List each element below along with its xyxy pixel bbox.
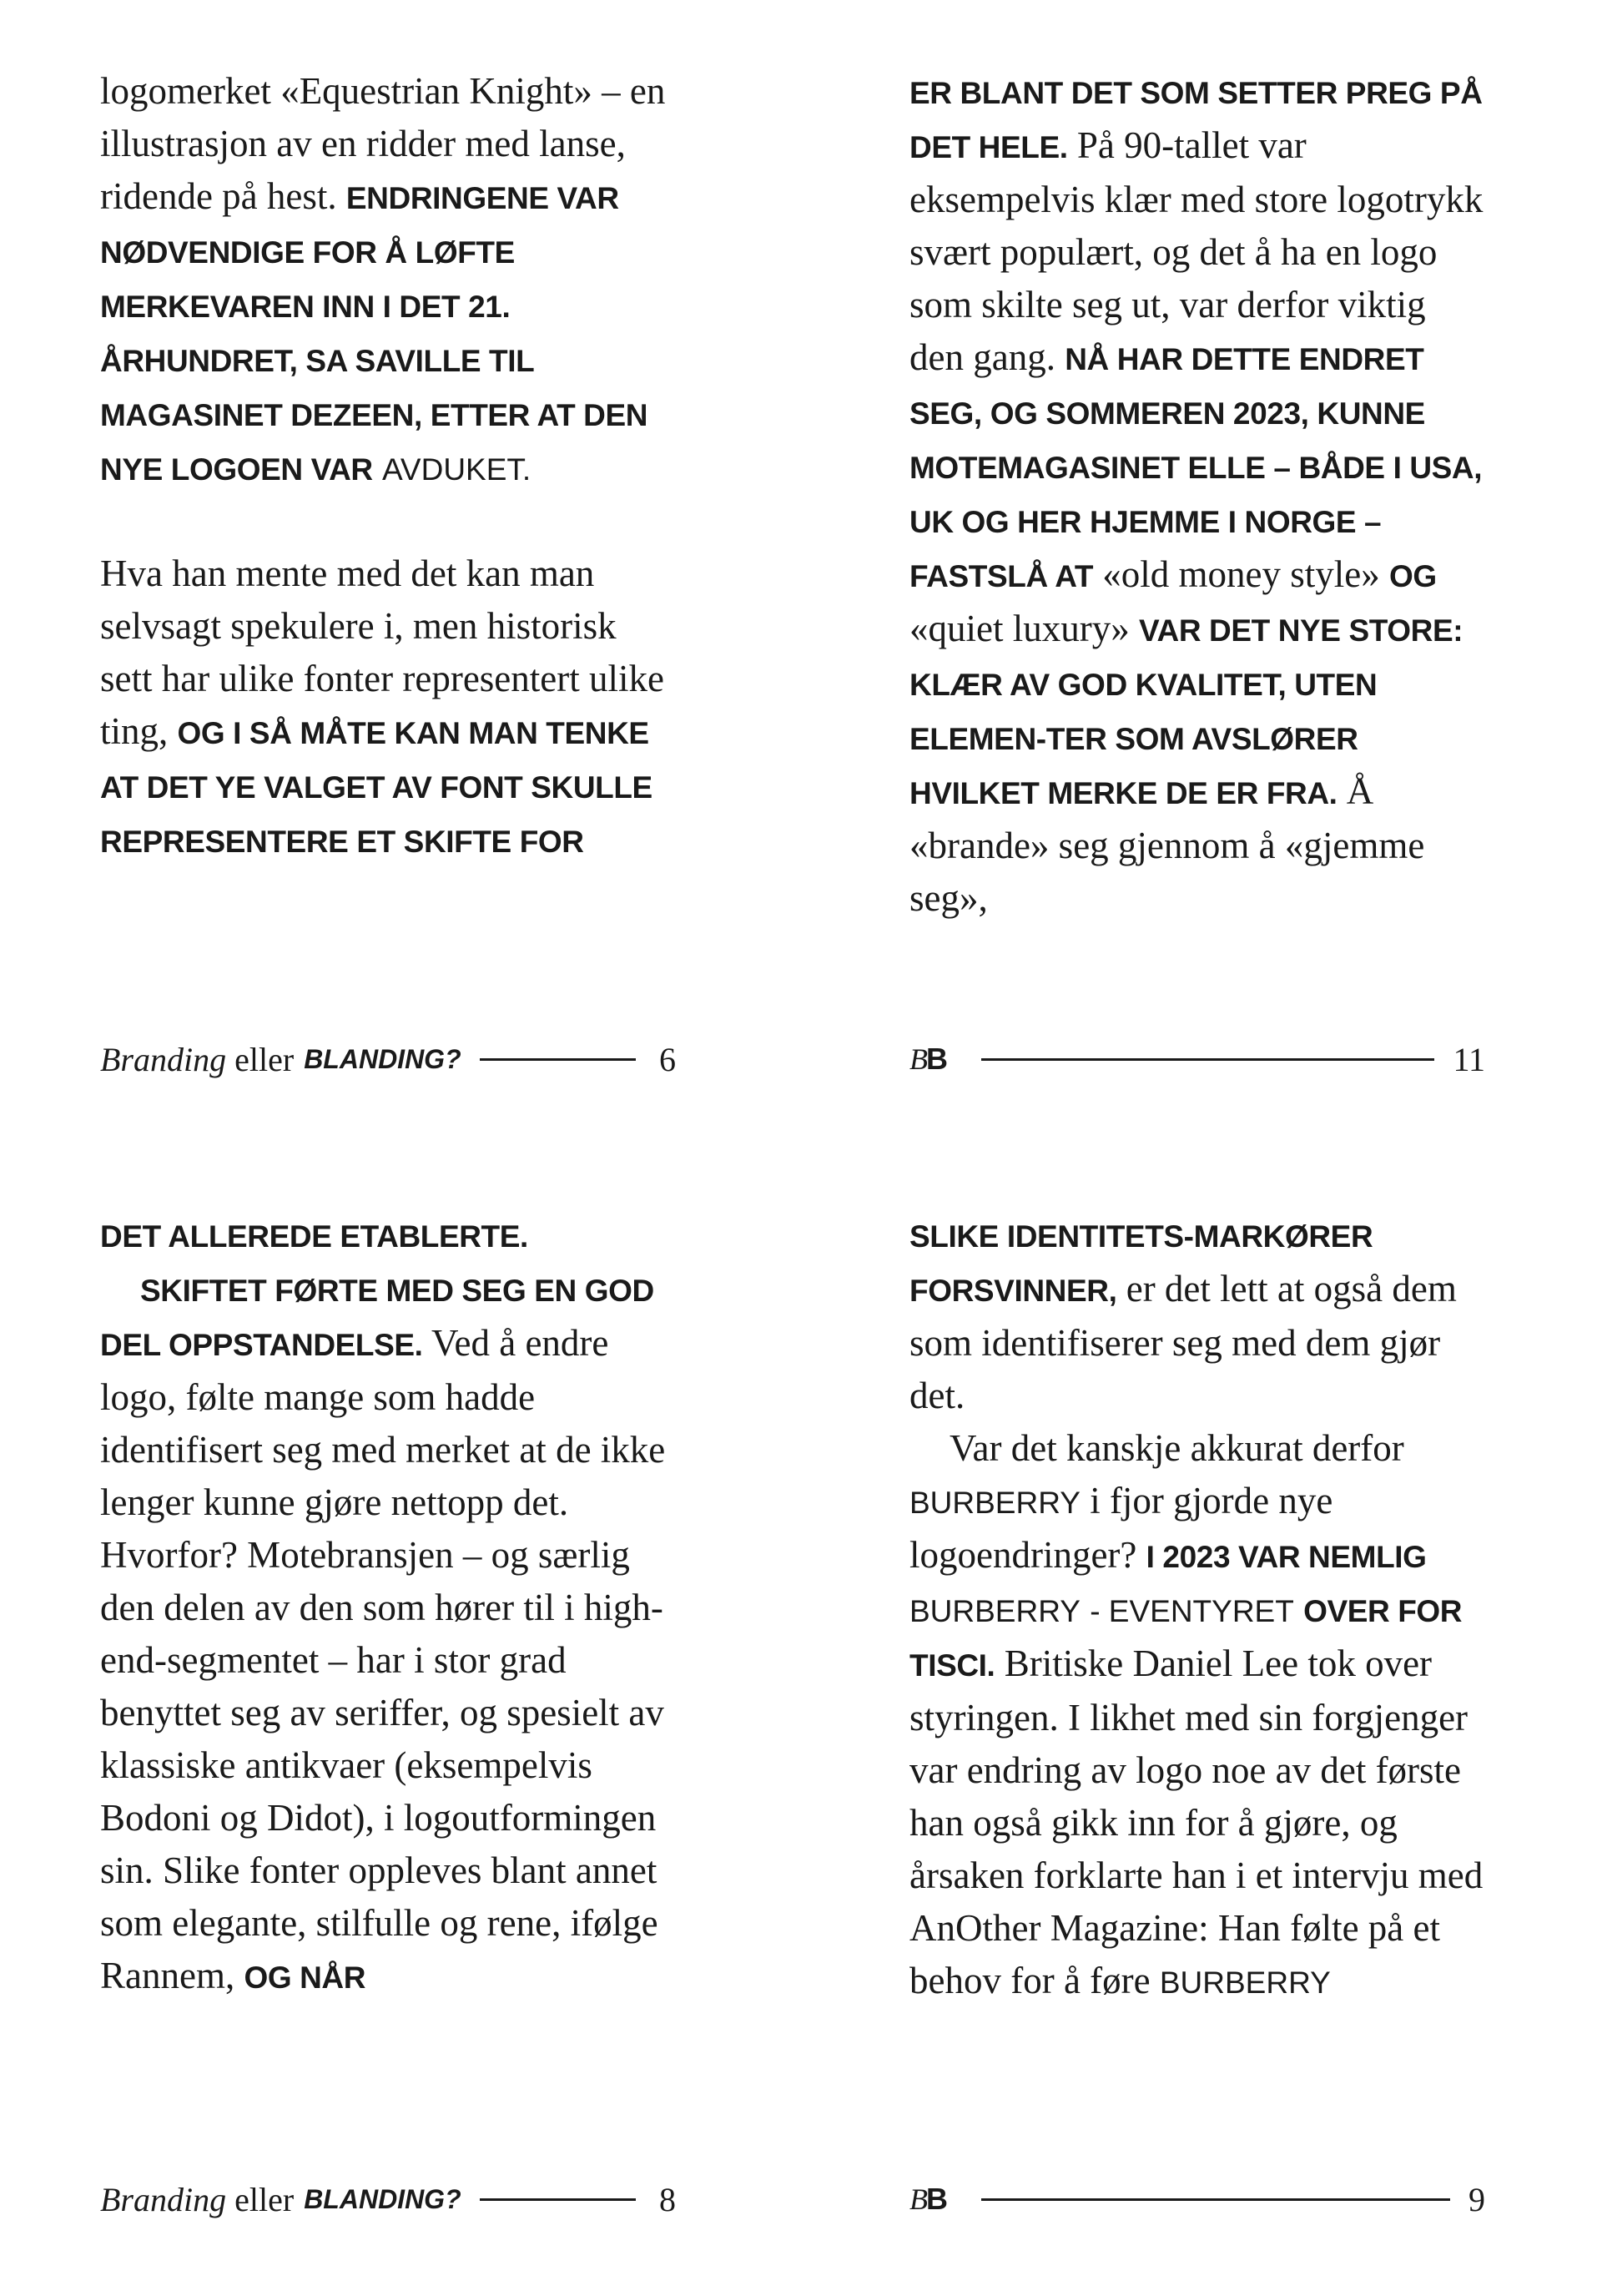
footer-title-italic: Branding xyxy=(100,1040,227,1078)
body-paragraph-1 xyxy=(909,1209,1485,1422)
page-top-right xyxy=(909,65,1485,925)
page-bottom-left xyxy=(100,1209,676,2004)
brand-name: BURBERRY xyxy=(909,1594,1081,1628)
page-bottom-right xyxy=(909,1209,1485,2009)
caps-highlight: OG xyxy=(1389,559,1437,593)
footer-title-italic: Branding xyxy=(100,2180,227,2218)
caps-highlight: VAR DET NYE STORE: KLÆR AV GOD KVALITET, UTEN ELEMEN-TER SOM AVSLØRER HVILKET MERKE DE ER FRA. xyxy=(909,613,1463,810)
body-sentence: «old money style» xyxy=(1102,553,1380,595)
body-sentence: i fjor gjorde nye logoendringer? xyxy=(909,1480,1333,1576)
caps-highlight: SKIFTET FØRTE MED SEG EN GOD DEL OPPSTANDELSE. xyxy=(100,1274,654,1362)
logo-letter-italic: B xyxy=(909,1042,928,1076)
paragraph-gap xyxy=(100,496,676,548)
body-sentence: Ved å endre logo, følte mange som hadde identifisert seg med merket at de ikke lenger kunne gjøre nettopp det. Hvorfor? Motebransjen – og særlig den delen av den som hører til i high-end-segmentet – har i stor grad benyttet seg av seriffer, og spesielt av klassiske antikvaer (eksempelvis Bodoni og Didot), i logoutformingen sin. Slike fonter oppleves blant annet som elegante, stilfulle og rene, ifølge Rannem, xyxy=(100,1322,666,1996)
page-top-left xyxy=(100,65,676,868)
caps-light-text: AVDUKET. xyxy=(382,452,531,487)
page-footer xyxy=(909,2178,1485,2220)
footer-title-plain: eller xyxy=(234,2180,295,2218)
page-footer xyxy=(909,1038,1485,1080)
body-paragraph-1 xyxy=(909,65,1485,925)
body-sentence: logomerket «Equestrian Knight» – en illustrasjon av en ridder med lanse, ridende på hest. xyxy=(100,70,666,217)
caps-highlight: SLIKE IDENTITETS-MARKØRER FORSVINNER, xyxy=(909,1219,1373,1308)
caps-highlight: OG NÅR xyxy=(244,1960,366,1995)
body-sentence: «quiet luxury» xyxy=(909,608,1130,649)
body-paragraph-2 xyxy=(100,1263,676,2004)
logo-letter-bold: B xyxy=(926,1042,948,1076)
body-paragraph-2 xyxy=(100,548,676,868)
logo-letter-bold: B xyxy=(926,2182,948,2216)
page-footer xyxy=(100,2178,676,2220)
body-sentence: Var det kanskje akkurat derfor xyxy=(950,1427,1404,1469)
caps-highlight: ENDRINGENE VAR NØDVENDIGE FOR Å LØFTE MERKEVAREN INN I DET 21. ÅRHUNDRET, SA SAVILLE TIL MAGASINET DEZEEN, ETTER AT DEN NYE LOGOEN VAR xyxy=(100,181,648,487)
page-number: 8 xyxy=(659,2180,676,2218)
footer-rule xyxy=(981,2198,1450,2201)
footer-rule xyxy=(480,2198,636,2201)
caps-highlight: ER BLANT DET SOM SETTER PREG PÅ DET HELE. xyxy=(909,76,1483,164)
brand-name: BURBERRY xyxy=(1159,1965,1331,2000)
body-sentence: Hva han mente med det kan man selvsagt spekulere i, men historisk sett har ulike fonter representert ulike ting, xyxy=(100,553,664,752)
page-number: 9 xyxy=(1468,2180,1485,2218)
caps-highlight: I 2023 VAR NEMLIG xyxy=(1146,1540,1427,1574)
body-paragraph-1 xyxy=(100,1209,676,1263)
footer-rule xyxy=(480,1058,636,1061)
page-number: 6 xyxy=(659,1040,676,1078)
body-paragraph-2 xyxy=(909,1422,1485,2009)
logo-letter-italic: B xyxy=(909,2182,928,2216)
brand-name: BURBERRY xyxy=(909,1486,1081,1520)
body-paragraph-1 xyxy=(100,65,676,496)
footer-title-plain: eller xyxy=(234,1040,295,1078)
body-sentence: Britiske Daniel Lee tok over styringen. I likhet med sin forgjenger var endring av logo noe av det første han også gikk inn for å gjøre, og årsaken forklarte han i et intervju med AnOther Magazine: Han følte på et behov for å føre xyxy=(909,1643,1484,2001)
caps-highlight: NÅ HAR DETTE ENDRET SEG, OG SOMMEREN 2023, KUNNE MOTEMAGASINET ELLE – BÅDE I USA, UK OG HER HJEMME I NORGE – FASTSLÅ AT xyxy=(909,342,1483,593)
caps-light-text: - EVENTYRET xyxy=(1090,1594,1294,1628)
footer-title-bold: BLANDING? xyxy=(304,2183,461,2214)
footer-title-bold: BLANDING? xyxy=(304,1043,461,1074)
caps-highlight: DET ALLEREDE ETABLERTE. xyxy=(100,1219,528,1254)
bb-logo xyxy=(909,2184,948,2214)
page-number: 11 xyxy=(1453,1040,1485,1078)
bb-logo xyxy=(909,1044,948,1074)
body-sentence: På 90-tallet var eksempelvis klær med store logotrykk svært populært, og det å ha en logo som skilte seg ut, var derfor viktig den gang. xyxy=(909,124,1484,378)
body-sentence: er det lett at også dem som identifiserer seg med dem gjør det. xyxy=(909,1268,1457,1416)
caps-highlight: OG I SÅ MÅTE KAN MAN TENKE AT DET YE VALGET AV FONT SKULLE REPRESENTERE ET SKIFTE FOR xyxy=(100,716,652,859)
caps-highlight: OVER FOR TISCI. xyxy=(909,1594,1463,1683)
page-footer xyxy=(100,1038,676,1080)
footer-rule xyxy=(981,1058,1434,1061)
body-sentence: Å «brande» seg gjennom å «gjemme seg», xyxy=(909,770,1425,919)
